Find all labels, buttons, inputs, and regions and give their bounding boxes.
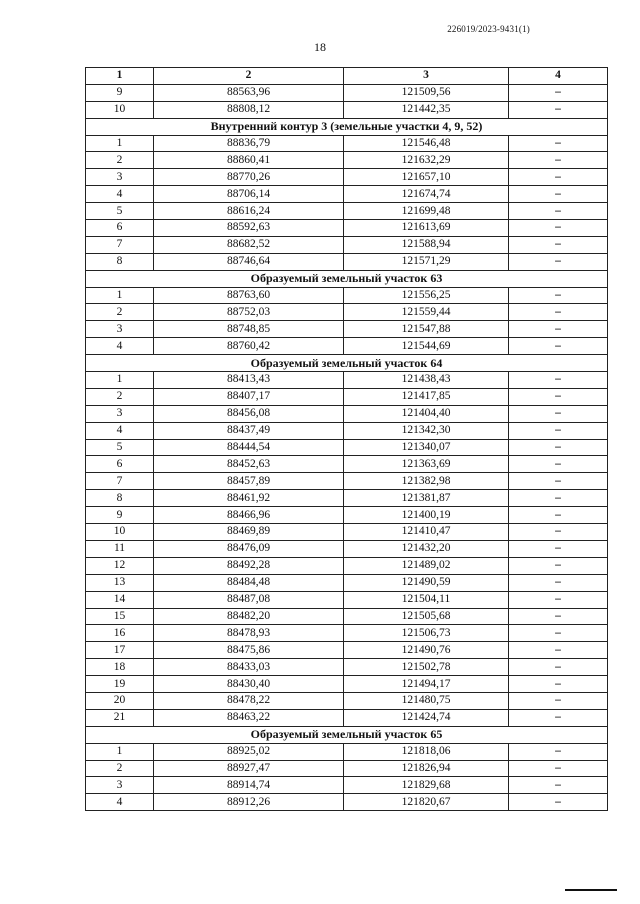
point-number-cell: 3 bbox=[86, 321, 154, 338]
x-coordinate-cell: 88914,74 bbox=[154, 777, 344, 794]
y-coordinate-cell: 121699,48 bbox=[344, 203, 509, 220]
y-coordinate-cell: 121494,17 bbox=[344, 676, 509, 693]
accuracy-cell: – bbox=[509, 507, 608, 524]
table-row bbox=[86, 321, 608, 338]
table-row bbox=[86, 439, 608, 456]
y-coordinate-cell: 121505,68 bbox=[344, 608, 509, 625]
y-coordinate-cell: 121424,74 bbox=[344, 709, 509, 726]
table-row bbox=[86, 625, 608, 642]
point-number-cell: 7 bbox=[86, 236, 154, 253]
x-coordinate-cell: 88808,12 bbox=[154, 101, 344, 118]
point-number-cell: 13 bbox=[86, 574, 154, 591]
x-coordinate-cell: 88452,63 bbox=[154, 456, 344, 473]
accuracy-cell: – bbox=[509, 321, 608, 338]
table-row bbox=[86, 253, 608, 270]
y-coordinate-cell: 121544,69 bbox=[344, 338, 509, 355]
accuracy-cell: – bbox=[509, 676, 608, 693]
table-row bbox=[86, 692, 608, 709]
x-coordinate-cell: 88430,40 bbox=[154, 676, 344, 693]
section-title: Внутренний контур 3 (земельные участки 4, 9, 52) bbox=[86, 118, 608, 135]
y-coordinate-cell: 121442,35 bbox=[344, 101, 509, 118]
table-row bbox=[86, 388, 608, 405]
x-coordinate-cell: 88770,26 bbox=[154, 169, 344, 186]
x-coordinate-cell: 88478,93 bbox=[154, 625, 344, 642]
x-coordinate-cell: 88457,89 bbox=[154, 473, 344, 490]
x-coordinate-cell: 88407,17 bbox=[154, 388, 344, 405]
y-coordinate-cell: 121490,76 bbox=[344, 642, 509, 659]
y-coordinate-cell: 121489,02 bbox=[344, 557, 509, 574]
point-number-cell: 19 bbox=[86, 676, 154, 693]
table-row bbox=[86, 490, 608, 507]
accuracy-cell: – bbox=[509, 287, 608, 304]
accuracy-cell: – bbox=[509, 236, 608, 253]
section-header-row bbox=[86, 726, 608, 743]
table-row bbox=[86, 186, 608, 203]
y-coordinate-cell: 121509,56 bbox=[344, 84, 509, 101]
table-row bbox=[86, 405, 608, 422]
table-row bbox=[86, 760, 608, 777]
accuracy-cell: – bbox=[509, 456, 608, 473]
point-number-cell: 16 bbox=[86, 625, 154, 642]
x-coordinate-cell: 88836,79 bbox=[154, 135, 344, 152]
accuracy-cell: – bbox=[509, 422, 608, 439]
table-row bbox=[86, 169, 608, 186]
y-coordinate-cell: 121404,40 bbox=[344, 405, 509, 422]
table-row bbox=[86, 220, 608, 237]
accuracy-cell: – bbox=[509, 101, 608, 118]
x-coordinate-cell: 88746,64 bbox=[154, 253, 344, 270]
x-coordinate-cell: 88476,09 bbox=[154, 540, 344, 557]
header-col-1: 1 bbox=[86, 68, 154, 85]
table-row bbox=[86, 287, 608, 304]
y-coordinate-cell: 121410,47 bbox=[344, 524, 509, 541]
header-col-3: 3 bbox=[344, 68, 509, 85]
y-coordinate-cell: 121502,78 bbox=[344, 659, 509, 676]
y-coordinate-cell: 121818,06 bbox=[344, 743, 509, 760]
x-coordinate-cell: 88748,85 bbox=[154, 321, 344, 338]
x-coordinate-cell: 88563,96 bbox=[154, 84, 344, 101]
accuracy-cell: – bbox=[509, 574, 608, 591]
table-row bbox=[86, 84, 608, 101]
accuracy-cell: – bbox=[509, 338, 608, 355]
section-title: Образуемый земельный участок 64 bbox=[86, 355, 608, 372]
accuracy-cell: – bbox=[509, 625, 608, 642]
y-coordinate-cell: 121490,59 bbox=[344, 574, 509, 591]
accuracy-cell: – bbox=[509, 439, 608, 456]
point-number-cell: 10 bbox=[86, 101, 154, 118]
accuracy-cell: – bbox=[509, 490, 608, 507]
point-number-cell: 6 bbox=[86, 220, 154, 237]
x-coordinate-cell: 88482,20 bbox=[154, 608, 344, 625]
point-number-cell: 1 bbox=[86, 743, 154, 760]
y-coordinate-cell: 121674,74 bbox=[344, 186, 509, 203]
point-number-cell: 6 bbox=[86, 456, 154, 473]
table-row bbox=[86, 709, 608, 726]
y-coordinate-cell: 121432,20 bbox=[344, 540, 509, 557]
table-row bbox=[86, 304, 608, 321]
table-row bbox=[86, 777, 608, 794]
page-number: 18 bbox=[314, 40, 326, 54]
header-col-4: 4 bbox=[509, 68, 608, 85]
section-header-row bbox=[86, 270, 608, 287]
point-number-cell: 4 bbox=[86, 794, 154, 811]
table-row bbox=[86, 591, 608, 608]
table-row bbox=[86, 524, 608, 541]
table-body bbox=[86, 84, 608, 810]
point-number-cell: 5 bbox=[86, 439, 154, 456]
y-coordinate-cell: 121556,25 bbox=[344, 287, 509, 304]
point-number-cell: 3 bbox=[86, 405, 154, 422]
point-number-cell: 15 bbox=[86, 608, 154, 625]
point-number-cell: 14 bbox=[86, 591, 154, 608]
y-coordinate-cell: 121506,73 bbox=[344, 625, 509, 642]
point-number-cell: 17 bbox=[86, 642, 154, 659]
point-number-cell: 4 bbox=[86, 186, 154, 203]
accuracy-cell: – bbox=[509, 777, 608, 794]
y-coordinate-cell: 121546,48 bbox=[344, 135, 509, 152]
y-coordinate-cell: 121363,69 bbox=[344, 456, 509, 473]
point-number-cell: 5 bbox=[86, 203, 154, 220]
accuracy-cell: – bbox=[509, 169, 608, 186]
coordinates-table bbox=[85, 67, 608, 811]
table-row bbox=[86, 203, 608, 220]
accuracy-cell: – bbox=[509, 372, 608, 389]
table-row bbox=[86, 642, 608, 659]
x-coordinate-cell: 88433,03 bbox=[154, 659, 344, 676]
x-coordinate-cell: 88487,08 bbox=[154, 591, 344, 608]
accuracy-cell: – bbox=[509, 203, 608, 220]
point-number-cell: 10 bbox=[86, 524, 154, 541]
table-row bbox=[86, 507, 608, 524]
y-coordinate-cell: 121382,98 bbox=[344, 473, 509, 490]
accuracy-cell: – bbox=[509, 794, 608, 811]
section-title: Образуемый земельный участок 63 bbox=[86, 270, 608, 287]
accuracy-cell: – bbox=[509, 591, 608, 608]
y-coordinate-cell: 121400,19 bbox=[344, 507, 509, 524]
point-number-cell: 2 bbox=[86, 304, 154, 321]
point-number-cell: 8 bbox=[86, 490, 154, 507]
point-number-cell: 7 bbox=[86, 473, 154, 490]
table-row bbox=[86, 236, 608, 253]
x-coordinate-cell: 88763,60 bbox=[154, 287, 344, 304]
x-coordinate-cell: 88912,26 bbox=[154, 794, 344, 811]
x-coordinate-cell: 88752,03 bbox=[154, 304, 344, 321]
accuracy-cell: – bbox=[509, 220, 608, 237]
point-number-cell: 4 bbox=[86, 422, 154, 439]
point-number-cell: 3 bbox=[86, 777, 154, 794]
x-coordinate-cell: 88706,14 bbox=[154, 186, 344, 203]
x-coordinate-cell: 88437,49 bbox=[154, 422, 344, 439]
section-header-row bbox=[86, 355, 608, 372]
point-number-cell: 1 bbox=[86, 372, 154, 389]
x-coordinate-cell: 88760,42 bbox=[154, 338, 344, 355]
footer-rule bbox=[565, 889, 617, 891]
y-coordinate-cell: 121480,75 bbox=[344, 692, 509, 709]
accuracy-cell: – bbox=[509, 304, 608, 321]
point-number-cell: 3 bbox=[86, 169, 154, 186]
table-row bbox=[86, 372, 608, 389]
y-coordinate-cell: 121613,69 bbox=[344, 220, 509, 237]
table-row bbox=[86, 676, 608, 693]
y-coordinate-cell: 121504,11 bbox=[344, 591, 509, 608]
y-coordinate-cell: 121438,43 bbox=[344, 372, 509, 389]
table-row bbox=[86, 338, 608, 355]
x-coordinate-cell: 88927,47 bbox=[154, 760, 344, 777]
accuracy-cell: – bbox=[509, 557, 608, 574]
x-coordinate-cell: 88925,02 bbox=[154, 743, 344, 760]
x-coordinate-cell: 88456,08 bbox=[154, 405, 344, 422]
table-row bbox=[86, 135, 608, 152]
y-coordinate-cell: 121571,29 bbox=[344, 253, 509, 270]
x-coordinate-cell: 88475,86 bbox=[154, 642, 344, 659]
y-coordinate-cell: 121381,87 bbox=[344, 490, 509, 507]
accuracy-cell: – bbox=[509, 760, 608, 777]
header-col-2: 2 bbox=[154, 68, 344, 85]
accuracy-cell: – bbox=[509, 709, 608, 726]
x-coordinate-cell: 88463,22 bbox=[154, 709, 344, 726]
y-coordinate-cell: 121417,85 bbox=[344, 388, 509, 405]
accuracy-cell: – bbox=[509, 692, 608, 709]
x-coordinate-cell: 88461,92 bbox=[154, 490, 344, 507]
table-row bbox=[86, 557, 608, 574]
accuracy-cell: – bbox=[509, 253, 608, 270]
x-coordinate-cell: 88484,48 bbox=[154, 574, 344, 591]
document-registration-number: 226019/2023-9431(1) bbox=[447, 24, 530, 34]
accuracy-cell: – bbox=[509, 405, 608, 422]
accuracy-cell: – bbox=[509, 152, 608, 169]
table-row bbox=[86, 540, 608, 557]
point-number-cell: 21 bbox=[86, 709, 154, 726]
accuracy-cell: – bbox=[509, 642, 608, 659]
x-coordinate-cell: 88478,22 bbox=[154, 692, 344, 709]
table-row bbox=[86, 794, 608, 811]
y-coordinate-cell: 121340,07 bbox=[344, 439, 509, 456]
y-coordinate-cell: 121547,88 bbox=[344, 321, 509, 338]
y-coordinate-cell: 121829,68 bbox=[344, 777, 509, 794]
table-header-row bbox=[86, 68, 608, 85]
point-number-cell: 9 bbox=[86, 507, 154, 524]
y-coordinate-cell: 121342,30 bbox=[344, 422, 509, 439]
x-coordinate-cell: 88469,89 bbox=[154, 524, 344, 541]
table-row bbox=[86, 743, 608, 760]
accuracy-cell: – bbox=[509, 84, 608, 101]
accuracy-cell: – bbox=[509, 524, 608, 541]
y-coordinate-cell: 121559,44 bbox=[344, 304, 509, 321]
y-coordinate-cell: 121820,67 bbox=[344, 794, 509, 811]
point-number-cell: 20 bbox=[86, 692, 154, 709]
table-row bbox=[86, 422, 608, 439]
x-coordinate-cell: 88682,52 bbox=[154, 236, 344, 253]
accuracy-cell: – bbox=[509, 135, 608, 152]
x-coordinate-cell: 88592,63 bbox=[154, 220, 344, 237]
table-row bbox=[86, 659, 608, 676]
x-coordinate-cell: 88860,41 bbox=[154, 152, 344, 169]
y-coordinate-cell: 121657,10 bbox=[344, 169, 509, 186]
point-number-cell: 18 bbox=[86, 659, 154, 676]
accuracy-cell: – bbox=[509, 608, 608, 625]
accuracy-cell: – bbox=[509, 186, 608, 203]
table-row bbox=[86, 608, 608, 625]
table-row bbox=[86, 473, 608, 490]
point-number-cell: 1 bbox=[86, 135, 154, 152]
accuracy-cell: – bbox=[509, 540, 608, 557]
point-number-cell: 4 bbox=[86, 338, 154, 355]
point-number-cell: 9 bbox=[86, 84, 154, 101]
y-coordinate-cell: 121632,29 bbox=[344, 152, 509, 169]
x-coordinate-cell: 88466,96 bbox=[154, 507, 344, 524]
point-number-cell: 2 bbox=[86, 152, 154, 169]
point-number-cell: 8 bbox=[86, 253, 154, 270]
point-number-cell: 1 bbox=[86, 287, 154, 304]
point-number-cell: 2 bbox=[86, 760, 154, 777]
table-row bbox=[86, 574, 608, 591]
table-row bbox=[86, 101, 608, 118]
accuracy-cell: – bbox=[509, 743, 608, 760]
accuracy-cell: – bbox=[509, 659, 608, 676]
section-title: Образуемый земельный участок 65 bbox=[86, 726, 608, 743]
accuracy-cell: – bbox=[509, 388, 608, 405]
section-header-row bbox=[86, 118, 608, 135]
x-coordinate-cell: 88413,43 bbox=[154, 372, 344, 389]
accuracy-cell: – bbox=[509, 473, 608, 490]
point-number-cell: 12 bbox=[86, 557, 154, 574]
x-coordinate-cell: 88492,28 bbox=[154, 557, 344, 574]
y-coordinate-cell: 121588,94 bbox=[344, 236, 509, 253]
point-number-cell: 11 bbox=[86, 540, 154, 557]
x-coordinate-cell: 88616,24 bbox=[154, 203, 344, 220]
x-coordinate-cell: 88444,54 bbox=[154, 439, 344, 456]
table-row bbox=[86, 456, 608, 473]
point-number-cell: 2 bbox=[86, 388, 154, 405]
table-row bbox=[86, 152, 608, 169]
y-coordinate-cell: 121826,94 bbox=[344, 760, 509, 777]
